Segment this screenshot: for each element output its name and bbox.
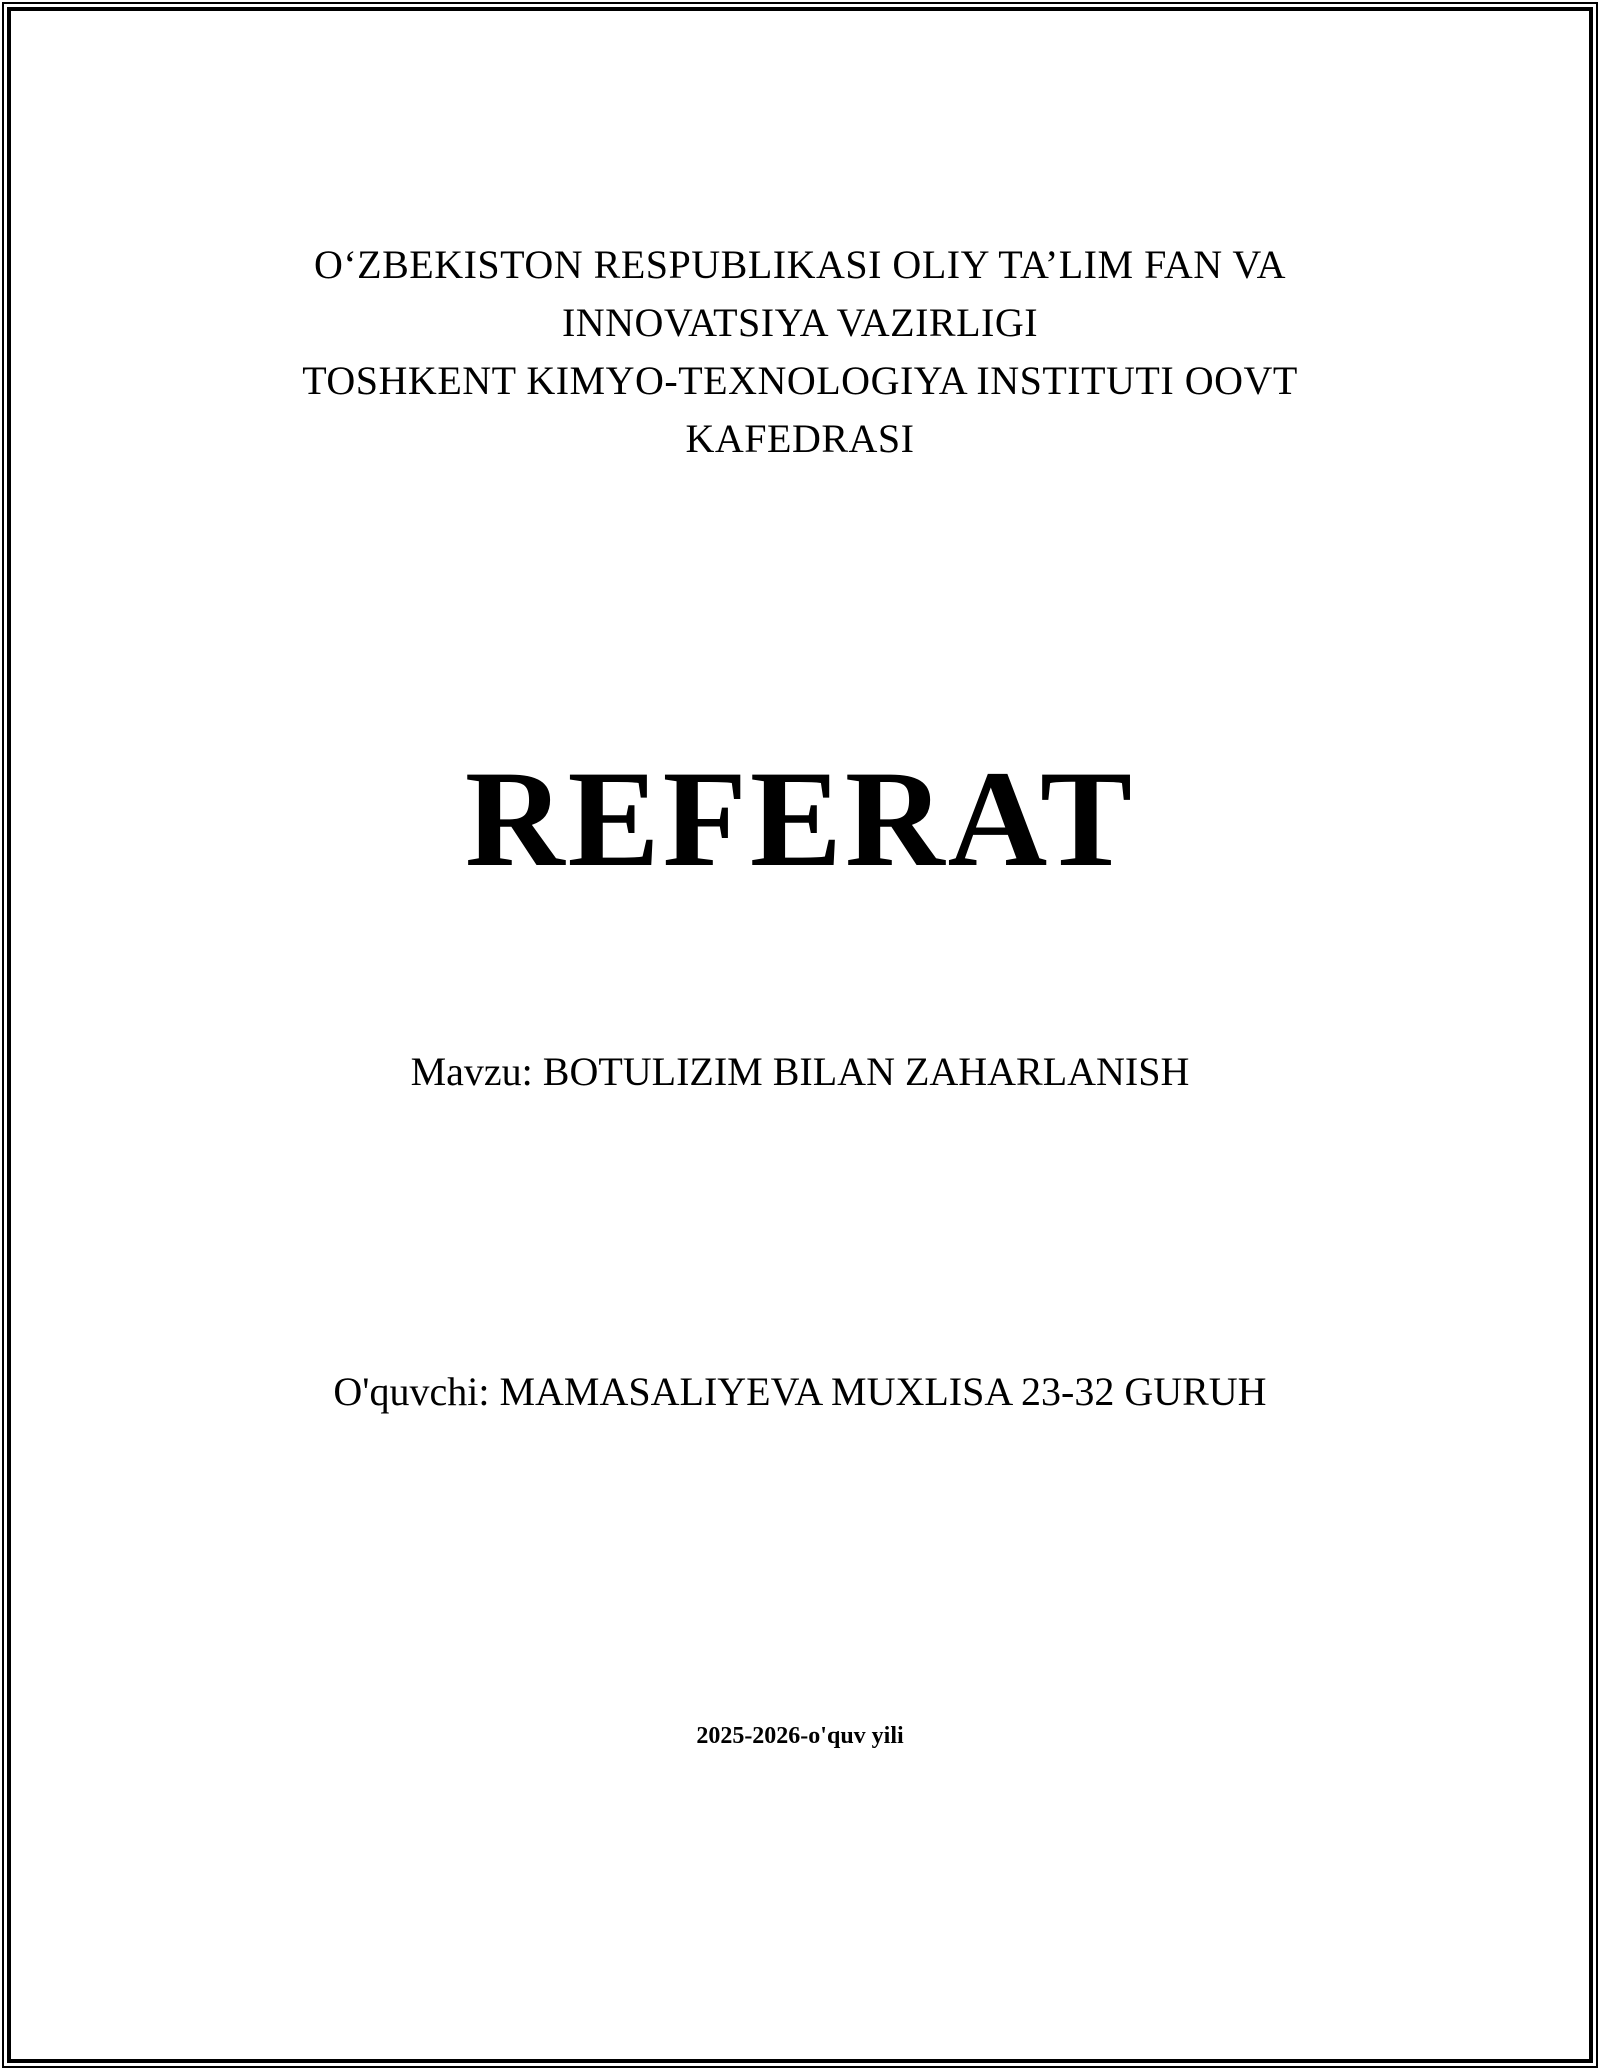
topic-line: Mavzu: BOTULIZIM BILAN ZAHARLANISH	[410, 1049, 1190, 1094]
header-line-2: INNOVATSIYA VAZIRLIGI	[561, 300, 1039, 345]
academic-year-line: 2025-2026-o'quv yili	[696, 1723, 904, 1749]
header-line-1: O‘ZBEKISTON RESPUBLIKASI OLIY TA’LIM FAN VA	[313, 242, 1287, 287]
student-line: O'quvchi: MAMASALIYEVA MUXLISA 23-32 GURUH	[333, 1369, 1267, 1414]
ministry-header	[0, 236, 1600, 468]
document-title: REFERAT	[464, 742, 1136, 895]
header-line-3: TOSHKENT KIMYO-TEXNOLOGIYA INSTITUTI OOVT	[302, 358, 1298, 403]
header-line-4: KAFEDRASI	[685, 416, 915, 461]
